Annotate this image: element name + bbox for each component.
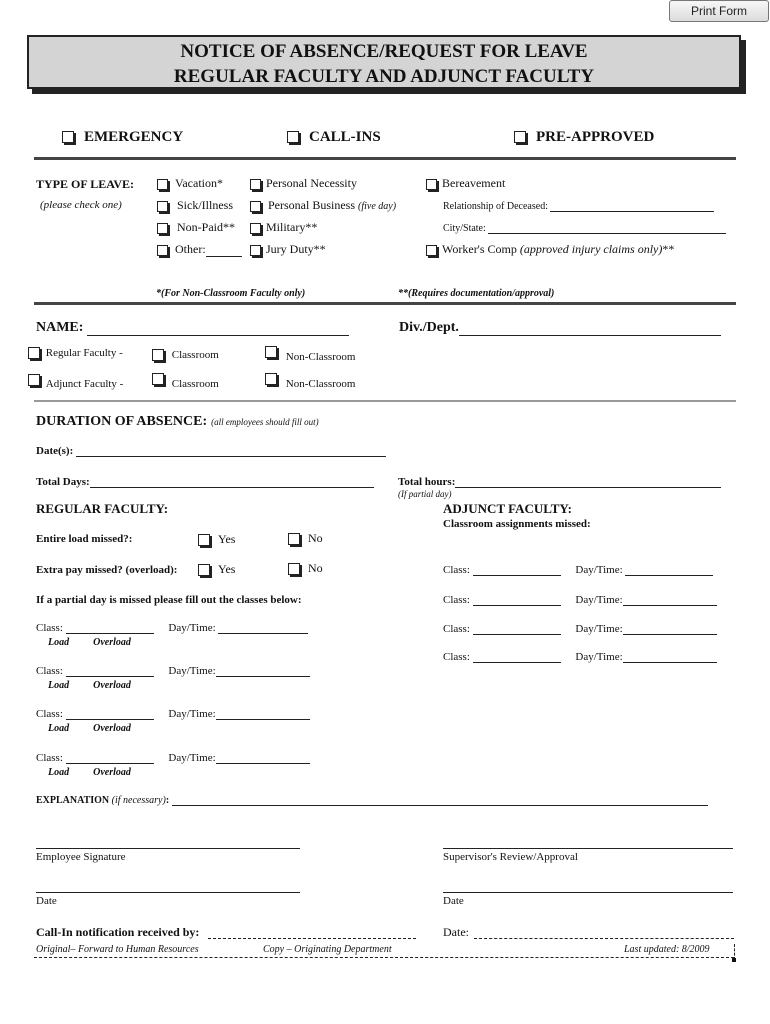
title-line-2: REGULAR FACULTY AND ADJUNCT FACULTY xyxy=(173,66,595,87)
vacation-checkbox[interactable] xyxy=(157,179,168,190)
preapproved-option[interactable] xyxy=(514,128,654,146)
callin-label: Call-In notification received by: xyxy=(36,925,200,939)
name-field[interactable] xyxy=(87,335,349,336)
daytime-field[interactable] xyxy=(216,763,310,764)
supervisor-date-label: Date xyxy=(443,895,464,907)
relationship-row: Relationship of Deceased: xyxy=(443,201,714,212)
adjunct-class-row: Class: Day/Time: xyxy=(443,651,717,663)
leave-vacation[interactable]: Vacation* xyxy=(157,176,223,191)
print-form-button[interactable]: Print Form xyxy=(669,0,769,22)
class-field[interactable] xyxy=(473,575,561,576)
emergency-checkbox[interactable] xyxy=(62,131,74,143)
extra-pay-no-checkbox[interactable] xyxy=(288,563,300,575)
leave-jury[interactable]: Jury Duty** xyxy=(250,242,326,257)
jury-checkbox[interactable] xyxy=(250,245,261,256)
entire-load-label: Entire load missed?: xyxy=(36,533,133,545)
other-checkbox[interactable] xyxy=(157,245,168,256)
total-hours-row: Total hours: xyxy=(398,476,721,488)
regular-faculty-checkbox[interactable] xyxy=(28,347,40,359)
entire-load-yes-checkbox[interactable] xyxy=(198,534,210,546)
load-overload-row: Load Overload xyxy=(48,723,131,734)
note-documentation: **(Requires documentation/approval) xyxy=(398,288,555,299)
leave-military[interactable]: Military** xyxy=(250,220,317,235)
dates-field[interactable] xyxy=(76,456,386,457)
regular-classroom-option[interactable]: Classroom xyxy=(152,349,219,361)
leave-personal-necessity[interactable]: Personal Necessity xyxy=(250,176,357,191)
emergency-label: EMERGENCY xyxy=(84,129,184,145)
entire-load-yes[interactable]: Yes xyxy=(198,532,235,547)
class-field[interactable] xyxy=(66,676,154,677)
daytime-field[interactable] xyxy=(216,719,310,720)
class-field[interactable] xyxy=(473,634,561,635)
adjunct-nonclassroom-option[interactable]: Non-Classroom xyxy=(265,373,355,385)
preapproved-label: PRE-APPROVED xyxy=(536,129,655,145)
daytime-field[interactable] xyxy=(623,634,717,635)
class-field[interactable] xyxy=(473,605,561,606)
divider xyxy=(34,302,736,305)
callins-checkbox[interactable] xyxy=(287,131,299,143)
regular-class-row: Class: Day/Time: xyxy=(36,622,308,634)
leave-bereavement[interactable]: Bereavement xyxy=(426,176,505,191)
regular-classroom-checkbox[interactable] xyxy=(152,349,164,361)
bereavement-checkbox[interactable] xyxy=(426,179,437,190)
partial-day-note: (If partial day) xyxy=(398,489,452,499)
employee-signature-label: Employee Signature xyxy=(36,851,126,863)
military-checkbox[interactable] xyxy=(250,223,261,234)
adjunct-classroom-option[interactable]: Classroom xyxy=(152,373,219,385)
dept-row: Div./Dept. xyxy=(399,320,721,336)
class-field[interactable] xyxy=(66,719,154,720)
employee-signature-line[interactable] xyxy=(36,848,300,849)
supervisor-date-line[interactable] xyxy=(443,892,733,893)
other-field[interactable] xyxy=(206,256,242,257)
type-of-leave-label: TYPE OF LEAVE: xyxy=(36,177,135,191)
load-overload-row: Load Overload xyxy=(48,680,131,691)
regular-class-row: Class: Day/Time: xyxy=(36,708,310,720)
note-non-classroom: *(For Non-Classroom Faculty only) xyxy=(156,288,306,299)
adjunct-faculty-heading: ADJUNCT FACULTY: xyxy=(443,501,572,516)
classroom-assignments-label: Classroom assignments missed: xyxy=(443,518,591,530)
load-overload-row: Load Overload xyxy=(48,637,131,648)
nonpaid-checkbox[interactable] xyxy=(157,223,168,234)
callins-option[interactable] xyxy=(287,128,381,146)
leave-nonpaid[interactable]: Non-Paid** xyxy=(157,220,235,235)
adjunct-nonclassroom-checkbox[interactable] xyxy=(265,373,277,385)
class-field[interactable] xyxy=(66,763,154,764)
sick-checkbox[interactable] xyxy=(157,201,168,212)
regular-class-row: Class: Day/Time: xyxy=(36,752,310,764)
callins-label: CALL-INS xyxy=(309,129,381,145)
employee-date-label: Date xyxy=(36,895,57,907)
class-field[interactable] xyxy=(66,633,154,634)
adjunct-class-row: Class: Day/Time: xyxy=(443,564,713,576)
total-days-row: Total Days: xyxy=(36,476,374,488)
callin-field[interactable] xyxy=(208,938,416,939)
footer-copy: Copy – Originating Department xyxy=(263,944,392,955)
citystate-row: City/State: xyxy=(443,223,726,234)
daytime-field[interactable] xyxy=(625,575,713,576)
personal-business-checkbox[interactable] xyxy=(250,201,261,212)
supervisor-signature-label: Supervisor's Review/Approval xyxy=(443,851,578,863)
workers-comp-checkbox[interactable] xyxy=(426,245,437,256)
dates-row: Date(s): xyxy=(36,445,386,457)
preapproved-checkbox[interactable] xyxy=(514,131,526,143)
extra-pay-no[interactable]: No xyxy=(288,561,323,576)
please-check-one: (please check one) xyxy=(40,199,122,211)
regular-faculty-heading: REGULAR FACULTY: xyxy=(36,501,169,516)
leave-other[interactable]: Other: xyxy=(157,242,242,257)
title-line-1: NOTICE OF ABSENCE/REQUEST FOR LEAVE xyxy=(180,41,588,62)
citystate-field[interactable] xyxy=(488,233,726,234)
regular-nonclassroom-option[interactable]: Non-Classroom xyxy=(265,346,355,358)
footer-original: Original– Forward to Human Resources xyxy=(36,944,199,955)
cut-line xyxy=(34,957,734,958)
supervisor-signature-line[interactable] xyxy=(443,848,733,849)
adjunct-class-row: Class: Day/Time: xyxy=(443,623,717,635)
adjunct-class-row: Class: Day/Time: xyxy=(443,594,717,606)
callin-date-field[interactable] xyxy=(474,938,734,939)
callin-date-label: Date: xyxy=(443,925,469,939)
adjunct-faculty-option[interactable]: Adjunct Faculty - xyxy=(28,374,123,386)
personal-necessity-checkbox[interactable] xyxy=(250,179,261,190)
form-title xyxy=(27,35,741,89)
daytime-field[interactable] xyxy=(218,633,308,634)
employee-date-line[interactable] xyxy=(36,892,300,893)
corner-mark xyxy=(732,958,736,962)
class-field[interactable] xyxy=(473,662,561,663)
daytime-field[interactable] xyxy=(216,676,310,677)
leave-personal-business[interactable]: Personal Business (five day) xyxy=(250,198,396,213)
leave-workers-comp[interactable]: Worker's Comp (approved injury claims only)** xyxy=(426,242,674,257)
load-overload-row: Load Overload xyxy=(48,767,131,778)
relationship-field[interactable] xyxy=(550,211,714,212)
daytime-field[interactable] xyxy=(623,662,717,663)
extra-pay-label: Extra pay missed? (overload): xyxy=(36,564,178,576)
daytime-field[interactable] xyxy=(623,605,717,606)
emergency-option[interactable] xyxy=(62,128,183,146)
regular-class-row: Class: Day/Time: xyxy=(36,665,310,677)
adjunct-faculty-checkbox[interactable] xyxy=(28,374,40,386)
leave-sick[interactable]: Sick/Illness xyxy=(157,198,233,213)
total-days-field[interactable] xyxy=(90,487,374,488)
divider xyxy=(34,157,736,160)
divider xyxy=(34,400,736,402)
footer-updated: Last updated: 8/2009 xyxy=(624,944,710,955)
extra-pay-yes-checkbox[interactable] xyxy=(198,564,210,576)
regular-faculty-option[interactable]: Regular Faculty - xyxy=(28,347,123,359)
adjunct-classroom-checkbox[interactable] xyxy=(152,373,164,385)
total-hours-field[interactable] xyxy=(455,487,721,488)
entire-load-no-checkbox[interactable] xyxy=(288,533,300,545)
entire-load-no[interactable]: No xyxy=(288,531,323,546)
explanation-row: EXPLANATION (if necessary): xyxy=(36,795,708,806)
name-row: NAME: xyxy=(36,320,349,336)
partial-day-instructions: If a partial day is missed please fill out the classes below: xyxy=(36,594,302,606)
extra-pay-yes[interactable]: Yes xyxy=(198,562,235,577)
dept-field[interactable] xyxy=(459,335,721,336)
duration-heading: DURATION OF ABSENCE: (all employees should fill out) xyxy=(36,414,319,429)
explanation-field[interactable] xyxy=(172,805,708,806)
regular-nonclassroom-checkbox[interactable] xyxy=(265,346,277,358)
